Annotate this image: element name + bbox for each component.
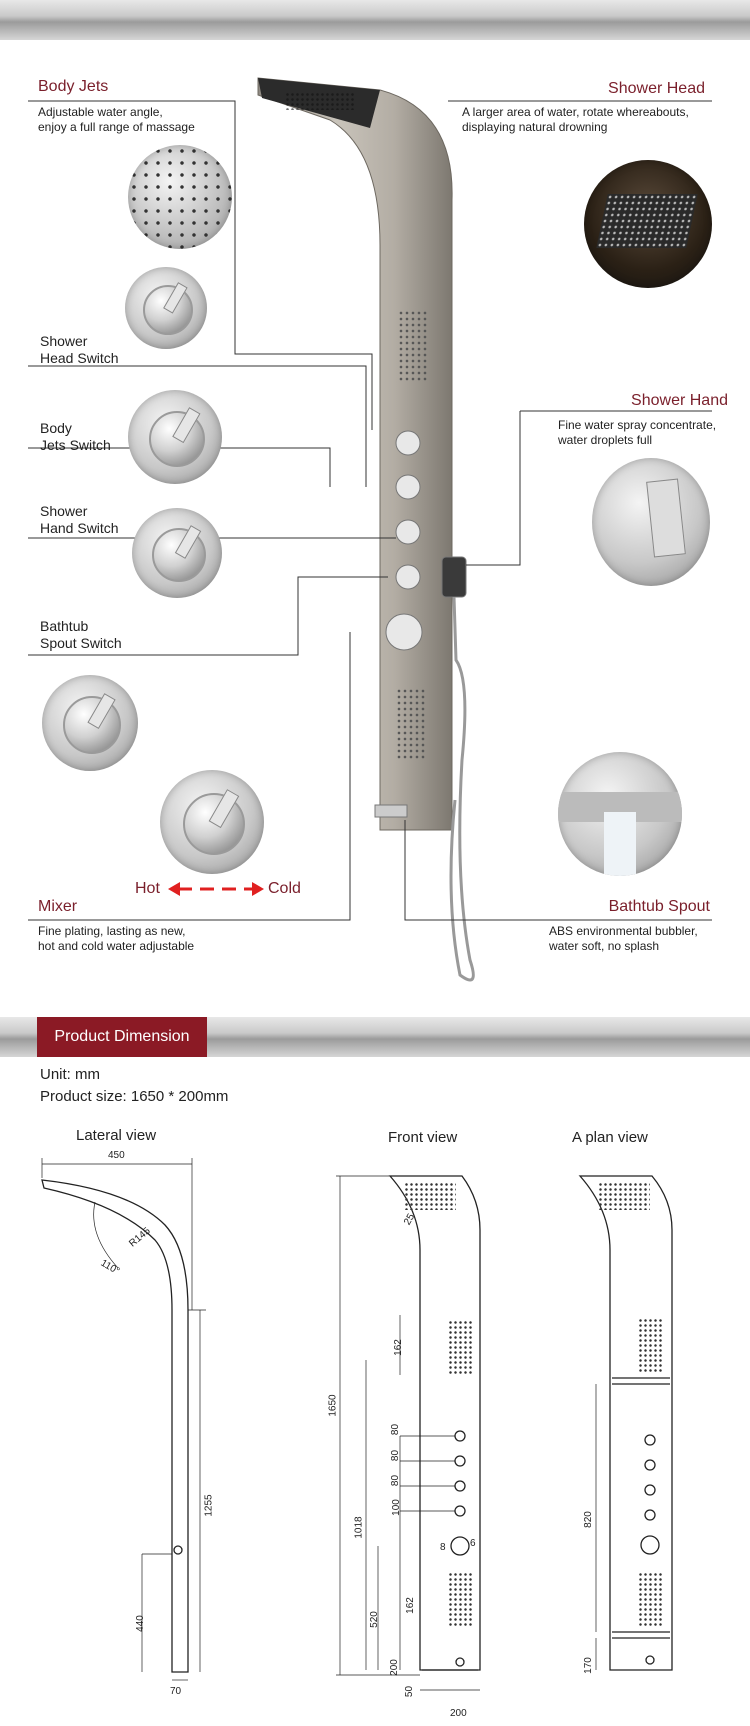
shower-head-switch-label-1: Shower	[40, 333, 88, 349]
shower-head-switch-photo	[125, 267, 207, 349]
shower-head-photo	[584, 160, 712, 288]
body-jets-lower	[396, 688, 426, 760]
lateral-radius-dim: R145	[127, 1225, 153, 1250]
front-head-holes	[404, 1182, 456, 1210]
front-d2-dim: 80	[390, 1449, 402, 1462]
front-base2-dim: 50	[404, 1685, 416, 1698]
bathtub-spout-photo	[558, 752, 682, 876]
body-jets-upper	[398, 310, 428, 382]
front-view-title: Front view	[388, 1129, 458, 1146]
bathtub-spout-desc-1: ABS environmental bubbler,	[549, 924, 698, 938]
unit-label: Unit: mm	[40, 1066, 100, 1083]
shower-hand-desc-2: water droplets full	[558, 433, 653, 447]
front-mid-dim: 1018	[353, 1516, 365, 1539]
mixer-desc-1: Fine plating, lasting as new,	[38, 924, 186, 938]
front-panel2-dim: 162	[404, 1597, 416, 1614]
bathtub-spout-switch-label-1: Bathtub	[40, 618, 89, 634]
bathtub-spout-title: Bathtub Spout	[608, 898, 710, 915]
product-dimension-badge: Product Dimension	[37, 1017, 207, 1057]
body-jets-title: Body Jets	[38, 78, 109, 95]
shower-hand-switch-label-2: Hand Switch	[40, 520, 119, 536]
dimension-drawings	[0, 1150, 750, 1726]
front-base1-dim: 200	[388, 1659, 400, 1676]
shower-head-title: Shower Head	[608, 80, 705, 97]
plan-mid-dim: 820	[582, 1511, 594, 1528]
shower-hand-title: Shower Hand	[631, 392, 728, 409]
body-jets-desc-2: enjoy a full range of massage	[38, 120, 195, 134]
shower-head-switch-label-2: Head Switch	[40, 350, 119, 366]
front-d1-dim: 80	[390, 1423, 402, 1436]
bathtub-spout-desc-2: water soft, no splash	[549, 939, 660, 953]
front-panel-dim: 162	[392, 1339, 404, 1356]
front-low-dim: 520	[368, 1611, 380, 1628]
front-jets-upper	[448, 1320, 474, 1374]
shower-head-holes	[285, 92, 355, 110]
shower-hand-switch-label-1: Shower	[40, 503, 88, 519]
hot-cold-arrow-icon	[168, 880, 264, 898]
lateral-lower-dim: 440	[134, 1615, 146, 1632]
plan-base-dim: 170	[582, 1657, 594, 1674]
plan-view-title: A plan view	[572, 1129, 648, 1146]
lateral-bottom-dim: 70	[170, 1686, 182, 1697]
plan-jets-upper	[638, 1318, 664, 1372]
lateral-angle-dim: 110°	[98, 1257, 122, 1278]
front-gap2-dim: 6	[470, 1538, 476, 1549]
mixer-title: Mixer	[38, 898, 78, 915]
lateral-height-dim: 1255	[203, 1494, 215, 1517]
shower-hand-photo	[592, 458, 710, 586]
front-gap1-dim: 8	[440, 1542, 446, 1553]
bathtub-spout-switch-photo	[42, 675, 138, 771]
product-size-label: Product size: 1650 * 200mm	[40, 1088, 229, 1105]
mixer-photo	[160, 770, 264, 874]
lateral-top-dim: 450	[108, 1150, 125, 1161]
lateral-view-title: Lateral view	[76, 1127, 157, 1144]
body-jets-desc-1: Adjustable water angle,	[38, 105, 163, 119]
front-total-dim: 1650	[327, 1394, 339, 1417]
plan-jets-lower	[638, 1572, 664, 1626]
mixer-desc-2: hot and cold water adjustable	[38, 939, 195, 953]
front-top-dim: 25	[402, 1211, 418, 1228]
body-jets-switch-label-2: Jets Switch	[40, 437, 111, 453]
front-d3-dim: 80	[390, 1474, 402, 1487]
front-jets-lower	[448, 1572, 474, 1626]
shower-hand-switch-photo	[132, 508, 222, 598]
shower-hand-desc-1: Fine water spray concentrate,	[558, 418, 717, 432]
cold-label: Cold	[268, 880, 301, 897]
bathtub-spout-switch-label-2: Spout Switch	[40, 635, 122, 651]
plan-head-holes	[598, 1182, 650, 1210]
shower-head-desc-2: displaying natural drowning	[462, 120, 608, 134]
body-jets-switch-photo	[128, 390, 222, 484]
front-width-dim: 200	[450, 1708, 467, 1719]
body-jets-switch-label-1: Body	[40, 420, 72, 436]
shower-head-desc-1: A larger area of water, rotate whereabouts,	[462, 105, 689, 119]
front-d4-dim: 100	[390, 1499, 402, 1516]
hot-label: Hot	[135, 880, 160, 897]
body-jets-photo	[128, 145, 232, 249]
